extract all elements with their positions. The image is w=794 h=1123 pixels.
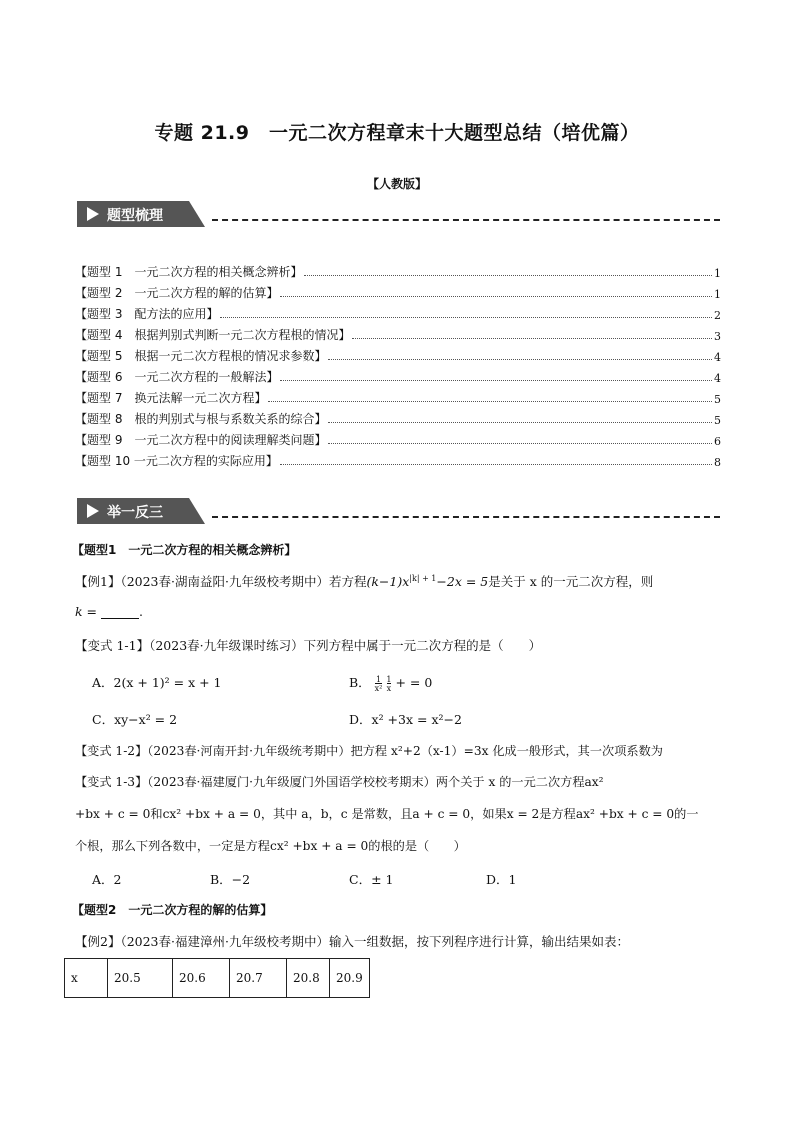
example1-k: k = [75, 604, 101, 619]
example1-exponent: |k| + 1 [409, 573, 437, 583]
table-cell: 20.8 [287, 959, 330, 998]
toc-label: 【题型 4 根据判别式判断一元二次方程根的情况】 [75, 328, 351, 342]
toc-label: 【题型 5 根据一元二次方程根的情况求参数】 [75, 349, 327, 363]
example1-line1 [75, 572, 653, 590]
toc-item[interactable] [75, 364, 721, 385]
edition-label: 【人教版】 [366, 177, 427, 191]
toc-label: 【题型 1 一元二次方程的相关概念辨析】 [75, 265, 303, 279]
table-cell: 20.6 [173, 959, 230, 998]
choice-b-equation: + = 0 [395, 675, 433, 690]
choice-d[interactable]: D．1 [486, 872, 517, 887]
choice-b-label: B． [349, 675, 371, 690]
choice-b[interactable] [349, 673, 432, 693]
toc-page-number: 4 [714, 351, 721, 364]
toc-dot-leader [328, 359, 712, 360]
period: . [139, 604, 143, 619]
table-of-contents [75, 259, 721, 469]
toc-dot-leader [304, 275, 712, 276]
toc-dot-leader [328, 422, 712, 423]
example1-prefix: 【例1】（2023春·湖南益阳·九年级校考期中）若方程 [75, 574, 367, 589]
table-cell: 20.7 [230, 959, 287, 998]
toc-dot-leader [280, 296, 712, 297]
toc-item[interactable] [75, 385, 721, 406]
section-bar-practice [77, 498, 720, 524]
section-heading-practice: 举一反三 [107, 505, 163, 521]
data-table [64, 958, 370, 998]
choice-c[interactable]: C．xy−x² = 2 [92, 712, 178, 727]
toc-item[interactable] [75, 301, 721, 322]
variant-1-3-line2: +bx + c = 0和cx² +bx + a = 0，其中 a，b，c 是常数，且a + c = 0，如果x = 2是方程ax² +bx + c = 0的一 [75, 807, 699, 821]
toc-label: 【题型 8 根的判别式与根与系数关系的综合】 [75, 412, 327, 426]
toc-dot-leader [280, 464, 712, 465]
choice-a[interactable]: A．2(x + 1)² = x + 1 [92, 675, 222, 690]
page-title: 专题 21.9 一元二次方程章末十大题型总结（培优篇） [154, 122, 640, 144]
variant-1-3-line3: 个根，那么下列各数中，一定是方程cx² +bx + a = 0的根的是（ ） [75, 839, 466, 853]
variant-1-1: 【变式 1-1】（2023春·九年级课时练习）下列方程中属于一元二次方程的是（ ） [75, 638, 542, 653]
toc-label: 【题型 9 一元二次方程中的阅读理解类问题】 [75, 433, 327, 447]
variant-1-3-line1: 【变式 1-3】（2023春·福建厦门·九年级厦门外国语学校校考期末）两个关于 x 的一元二次方程ax² [75, 775, 604, 789]
dashed-divider [212, 219, 720, 221]
choice-c[interactable]: C．± 1 [349, 872, 394, 887]
toc-page-number: 8 [714, 456, 721, 469]
section-heading-toc: 题型梳理 [107, 208, 163, 224]
toc-label: 【题型 3 配方法的应用】 [75, 307, 219, 321]
fraction-1: $\frac{1}{\text{x²}}$ [374, 674, 383, 693]
toc-item[interactable] [75, 322, 721, 343]
table-cell: 20.5 [108, 959, 173, 998]
toc-dot-leader [280, 380, 712, 381]
toc-item[interactable] [75, 406, 721, 427]
toc-label: 【题型 10 一元二次方程的实际应用】 [75, 454, 278, 468]
fraction-2: $\frac{1}{x}$ [386, 674, 392, 693]
choice-b[interactable]: B．−2 [210, 872, 251, 887]
toc-label: 【题型 6 一元二次方程的一般解法】 [75, 370, 279, 384]
table-cell: x [65, 959, 108, 998]
toc-item[interactable] [75, 448, 721, 469]
toc-page-number: 3 [714, 330, 721, 343]
variant-1-2: 【变式 1-2】（2023春·河南开封·九年级统考期中）把方程 x²+2（x-1）=3x 化成一般形式，其一次项系数为 [75, 744, 663, 758]
table-row [65, 959, 370, 998]
choice-d[interactable]: D．x² +3x = x²−2 [349, 712, 462, 727]
toc-item[interactable] [75, 280, 721, 301]
toc-page-number: 4 [714, 372, 721, 385]
toc-page-number: 1 [714, 267, 721, 280]
toc-label: 【题型 7 换元法解一元二次方程】 [75, 391, 267, 405]
toc-dot-leader [268, 401, 712, 402]
toc-dot-leader [220, 317, 712, 318]
example1-suffix: 是关于 x 的一元二次方程，则 [488, 574, 654, 589]
example2: 【例2】（2023春·福建漳州·九年级校考期中）输入一组数据，按下列程序进行计算，输出结果如表： [75, 934, 629, 949]
toc-item[interactable] [75, 343, 721, 364]
topic2-heading: 【题型2 一元二次方程的解的估算】 [72, 903, 273, 917]
toc-item[interactable] [75, 259, 721, 280]
table-cell: 20.9 [330, 959, 370, 998]
toc-label: 【题型 2 一元二次方程的解的估算】 [75, 286, 279, 300]
toc-page-number: 5 [714, 393, 721, 406]
example1-equation-rest: −2x = 5 [436, 574, 489, 589]
answer-blank[interactable] [101, 606, 139, 619]
toc-page-number: 5 [714, 414, 721, 427]
dashed-divider [212, 516, 720, 518]
toc-item[interactable] [75, 427, 721, 448]
topic1-heading: 【题型1 一元二次方程的相关概念辨析】 [72, 543, 297, 557]
choice-a[interactable]: A．2 [92, 872, 122, 887]
toc-page-number: 6 [714, 435, 721, 448]
example1-equation: (k−1)x [366, 574, 410, 589]
toc-dot-leader [352, 338, 712, 339]
section-bar-toc [77, 201, 720, 227]
toc-dot-leader [328, 443, 712, 444]
example1-line2 [75, 604, 143, 619]
toc-page-number: 2 [714, 309, 721, 322]
toc-page-number: 1 [714, 288, 721, 301]
